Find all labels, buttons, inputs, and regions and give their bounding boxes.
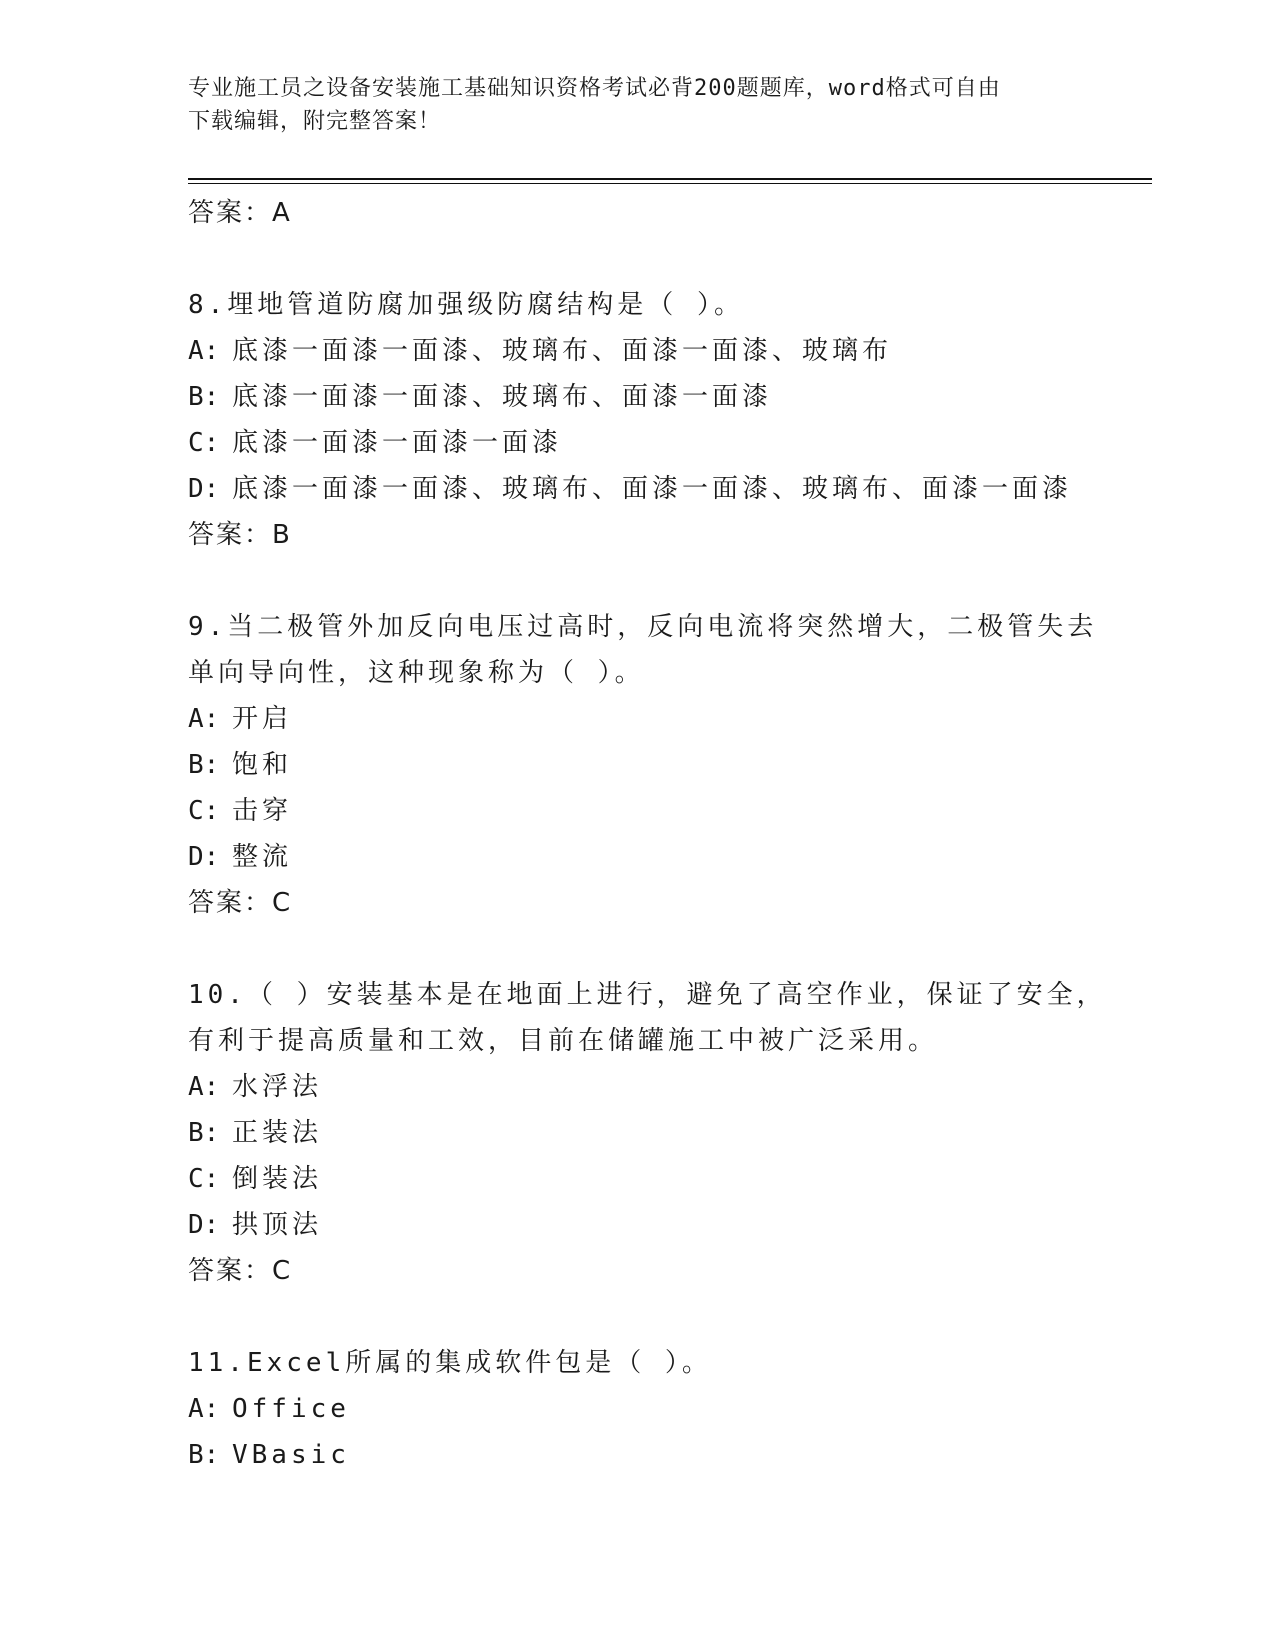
answer: 答案：B	[188, 520, 292, 550]
option-label: A:	[188, 1072, 220, 1102]
option-a	[188, 696, 1088, 742]
answer-prev: 答案：A	[188, 198, 292, 228]
header-rule-thin	[188, 183, 1152, 184]
option-b	[188, 1110, 1088, 1156]
option-c	[188, 788, 1088, 834]
spacer	[188, 1294, 1088, 1340]
header-line-1: 专业施工员之设备安装施工基础知识资格考试必背200题题库，word格式可自由	[188, 76, 1001, 101]
option-label: C:	[188, 1164, 220, 1194]
option-label: B:	[188, 382, 220, 412]
option-label: B:	[188, 750, 220, 780]
spacer	[188, 558, 1088, 604]
option-b	[188, 742, 1088, 788]
answer: 答案：C	[188, 1256, 293, 1286]
option-label: D:	[188, 1210, 220, 1240]
question-8	[188, 282, 1088, 558]
option-a	[188, 328, 1088, 374]
spacer	[188, 926, 1088, 972]
question-11	[188, 1340, 1088, 1478]
option-label: D:	[188, 842, 220, 872]
option-c	[188, 420, 1088, 466]
option-b	[188, 374, 1088, 420]
option-text: 水浮法	[232, 1072, 323, 1102]
option-text: 整流	[232, 842, 293, 872]
option-label: A:	[188, 704, 220, 734]
question-list	[188, 190, 1107, 1478]
option-a	[188, 1386, 1088, 1432]
option-text: 开启	[232, 704, 293, 734]
option-label: C:	[188, 428, 220, 458]
option-d	[188, 1202, 1088, 1248]
option-d	[188, 834, 1088, 880]
option-text: VBasic	[232, 1440, 350, 1470]
option-text: 底漆一面漆一面漆一面漆	[232, 428, 563, 458]
option-label: A:	[188, 336, 220, 366]
header-rule-thick	[188, 178, 1152, 180]
option-label: B:	[188, 1440, 220, 1470]
answer: 答案：C	[188, 888, 293, 918]
header-line-2: 下载编辑，附完整答案！	[188, 109, 442, 134]
option-label: D:	[188, 474, 220, 504]
option-text: 拱顶法	[232, 1210, 323, 1240]
option-text: 饱和	[232, 750, 293, 780]
option-label: B:	[188, 1118, 220, 1148]
option-text: 底漆一面漆一面漆、玻璃布、面漆一面漆、玻璃布	[232, 336, 893, 366]
document-header	[188, 72, 1068, 138]
option-label: C:	[188, 796, 220, 826]
spacer	[188, 236, 1088, 282]
question-text: 8.埋地管道防腐加强级防腐结构是（ ）。	[188, 290, 744, 320]
option-c	[188, 1156, 1088, 1202]
option-b	[188, 1432, 1088, 1478]
option-text: Office	[232, 1394, 350, 1424]
option-text: 击穿	[232, 796, 293, 826]
question-text: 9.当二极管外加反向电压过高时，反向电流将突然增大，二极管失去	[188, 612, 1098, 642]
question-text: 有利于提高质量和工效，目前在储罐施工中被广泛采用。	[188, 1026, 939, 1056]
option-a	[188, 1064, 1088, 1110]
question-text: 单向导向性，这种现象称为（ ）。	[188, 658, 645, 688]
question-text: 11.Excel所属的集成软件包是（ ）。	[188, 1348, 712, 1378]
question-text: 10.（ ）安装基本是在地面上进行，避免了高空作业，保证了安全，	[188, 980, 1107, 1010]
question-10	[188, 972, 1107, 1294]
option-text: 倒装法	[232, 1164, 323, 1194]
option-text: 正装法	[232, 1118, 323, 1148]
question-9	[188, 604, 1098, 926]
option-text: 底漆一面漆一面漆、玻璃布、面漆一面漆、玻璃布、面漆一面漆	[232, 474, 1073, 504]
option-text: 底漆一面漆一面漆、玻璃布、面漆一面漆	[232, 382, 773, 412]
option-d	[188, 466, 1088, 512]
option-label: A:	[188, 1394, 220, 1424]
